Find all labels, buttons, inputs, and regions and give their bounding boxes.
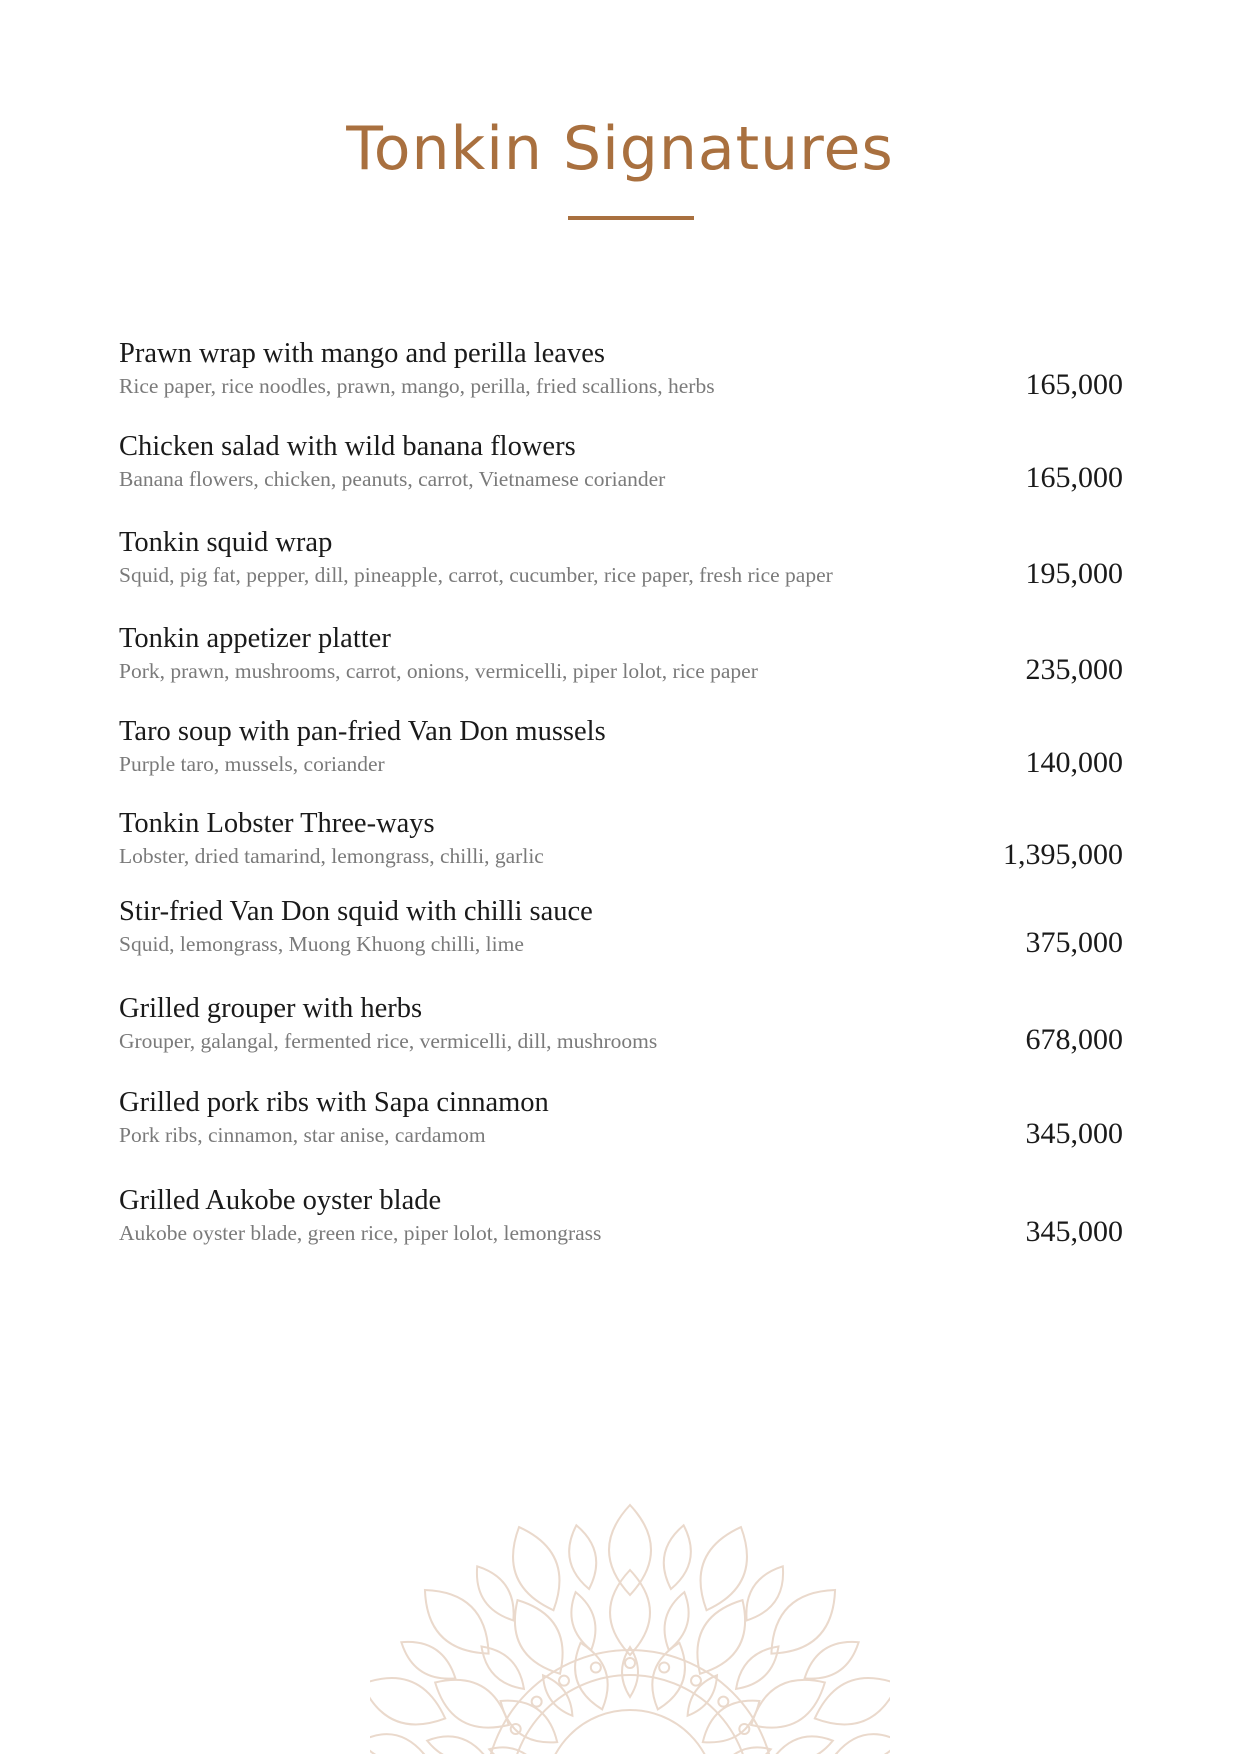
item-price: 140,000 xyxy=(1025,746,1123,779)
item-price: 195,000 xyxy=(1025,557,1123,590)
item-description: Pork, prawn, mushrooms, carrot, onions, vermicelli, piper lolot, rice paper xyxy=(119,659,758,683)
item-price: 375,000 xyxy=(1025,926,1123,959)
menu-item xyxy=(119,337,1123,407)
item-price: 345,000 xyxy=(1025,1117,1123,1150)
item-name: Taro soup with pan-fried Van Don mussels xyxy=(119,716,606,747)
item-name: Stir-fried Van Don squid with chilli sauce xyxy=(119,896,593,927)
item-price: 678,000 xyxy=(1025,1023,1123,1056)
item-price: 235,000 xyxy=(1025,653,1123,686)
menu-item xyxy=(119,1086,1123,1156)
item-description: Grouper, galangal, fermented rice, vermicelli, dill, mushrooms xyxy=(119,1029,658,1053)
item-description: Banana flowers, chicken, peanuts, carrot, Vietnamese coriander xyxy=(119,467,666,491)
item-name: Chicken salad with wild banana flowers xyxy=(119,431,576,462)
menu-item xyxy=(119,526,1123,596)
menu-item xyxy=(119,430,1123,500)
item-name: Grilled grouper with herbs xyxy=(119,993,423,1024)
mandala-ornament-icon xyxy=(370,1495,890,1754)
item-name: Prawn wrap with mango and perilla leaves xyxy=(119,338,605,369)
item-name: Grilled Aukobe oyster blade xyxy=(119,1185,442,1216)
item-name: Tonkin squid wrap xyxy=(119,527,333,558)
item-name: Tonkin appetizer platter xyxy=(119,623,391,654)
item-price: 1,395,000 xyxy=(1003,838,1123,871)
item-name: Tonkin Lobster Three-ways xyxy=(119,808,435,839)
menu-item xyxy=(119,807,1123,877)
menu-item xyxy=(119,715,1123,785)
item-price: 345,000 xyxy=(1025,1215,1123,1248)
item-price: 165,000 xyxy=(1025,368,1123,401)
item-description: Purple taro, mussels, coriander xyxy=(119,752,385,776)
item-description: Pork ribs, cinnamon, star anise, cardamom xyxy=(119,1123,486,1147)
item-description: Rice paper, rice noodles, prawn, mango, perilla, fried scallions, herbs xyxy=(119,374,715,398)
item-price: 165,000 xyxy=(1025,461,1123,494)
item-description: Lobster, dried tamarind, lemongrass, chilli, garlic xyxy=(119,844,544,868)
item-description: Aukobe oyster blade, green rice, piper lolot, lemongrass xyxy=(119,1221,602,1245)
menu-item xyxy=(119,1184,1123,1254)
item-description: Squid, pig fat, pepper, dill, pineapple, carrot, cucumber, rice paper, fresh rice paper xyxy=(119,563,833,587)
item-description: Squid, lemongrass, Muong Khuong chilli, lime xyxy=(119,932,524,956)
menu-item xyxy=(119,895,1123,965)
item-name: Grilled pork ribs with Sapa cinnamon xyxy=(119,1087,549,1118)
menu-item xyxy=(119,622,1123,692)
page-title: Tonkin Signatures xyxy=(346,114,894,184)
menu-item xyxy=(119,992,1123,1062)
